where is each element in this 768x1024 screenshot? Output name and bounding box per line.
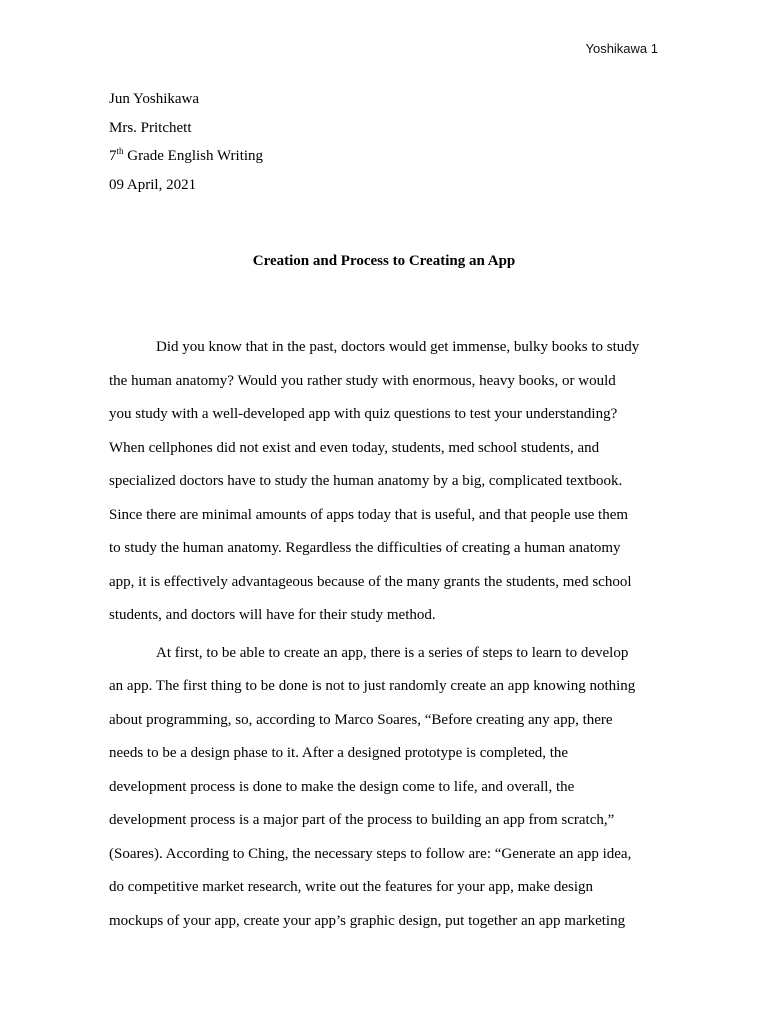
paragraph-line: app, it is effectively advantageous because of the many grants the students, med school [109, 573, 632, 590]
paragraph-line: the human anatomy? Would you rather study with enormous, heavy books, or would [109, 372, 616, 389]
paragraph-2 [109, 642, 661, 944]
essay-date: 09 April, 2021 [109, 176, 197, 193]
mla-heading [109, 85, 263, 199]
paragraph-line: Since there are minimal amounts of apps today that is useful, and that people use them [109, 506, 629, 523]
paragraph-line: (Soares). According to Ching, the necessary steps to follow are: “Generate an app idea, [109, 845, 632, 862]
paragraph-line: students, and doctors will have for their study method. [109, 607, 436, 623]
paragraph-line: needs to be a design phase to it. After a designed prototype is completed, the [109, 745, 569, 761]
paragraph-1 [109, 336, 661, 638]
running-header: Yoshikawa 1 [585, 41, 658, 56]
paragraph-line: an app. The first thing to be done is not to just randomly create an app knowing nothing [109, 678, 636, 694]
course-ordinal-suffix: th [116, 146, 124, 156]
paragraph-line: development process is a major part of the process to building an app from scratch,” [109, 812, 615, 828]
essay-title: Creation and Process to Creating an App [252, 253, 516, 269]
paragraph-line: When cellphones did not exist and even today, students, med school students, and [109, 439, 600, 456]
paragraph-line: you study with a well-developed app with quiz questions to test your understanding? [109, 406, 618, 422]
paragraph-line: Did you know that in the past, doctors would get immense, bulky books to study [156, 339, 640, 355]
paragraph-line: specialized doctors have to study the human anatomy by a big, complicated textbook. [109, 473, 623, 489]
essay-body [109, 336, 661, 947]
paragraph-line: development process is done to make the design come to life, and overall, the [109, 778, 575, 795]
course-title: Grade English Writing [123, 148, 264, 164]
teacher-name: Mrs. Pritchett [109, 119, 192, 136]
course-name [109, 142, 263, 171]
student-name: Jun Yoshikawa [109, 91, 200, 107]
paragraph-line: mockups of your app, create your app’s graphic design, put together an app marketing [109, 912, 626, 929]
paragraph-line: At first, to be able to create an app, there is a series of steps to learn to develop [156, 644, 629, 661]
course-number: 7 [109, 148, 117, 164]
paragraph-line: do competitive market research, write out the features for your app, make design [109, 879, 593, 895]
paragraph-line: to study the human anatomy. Regardless the difficulties of creating a human anatomy [109, 540, 621, 556]
paragraph-line: about programming, so, according to Marco Soares, “Before creating any app, there [109, 711, 613, 728]
